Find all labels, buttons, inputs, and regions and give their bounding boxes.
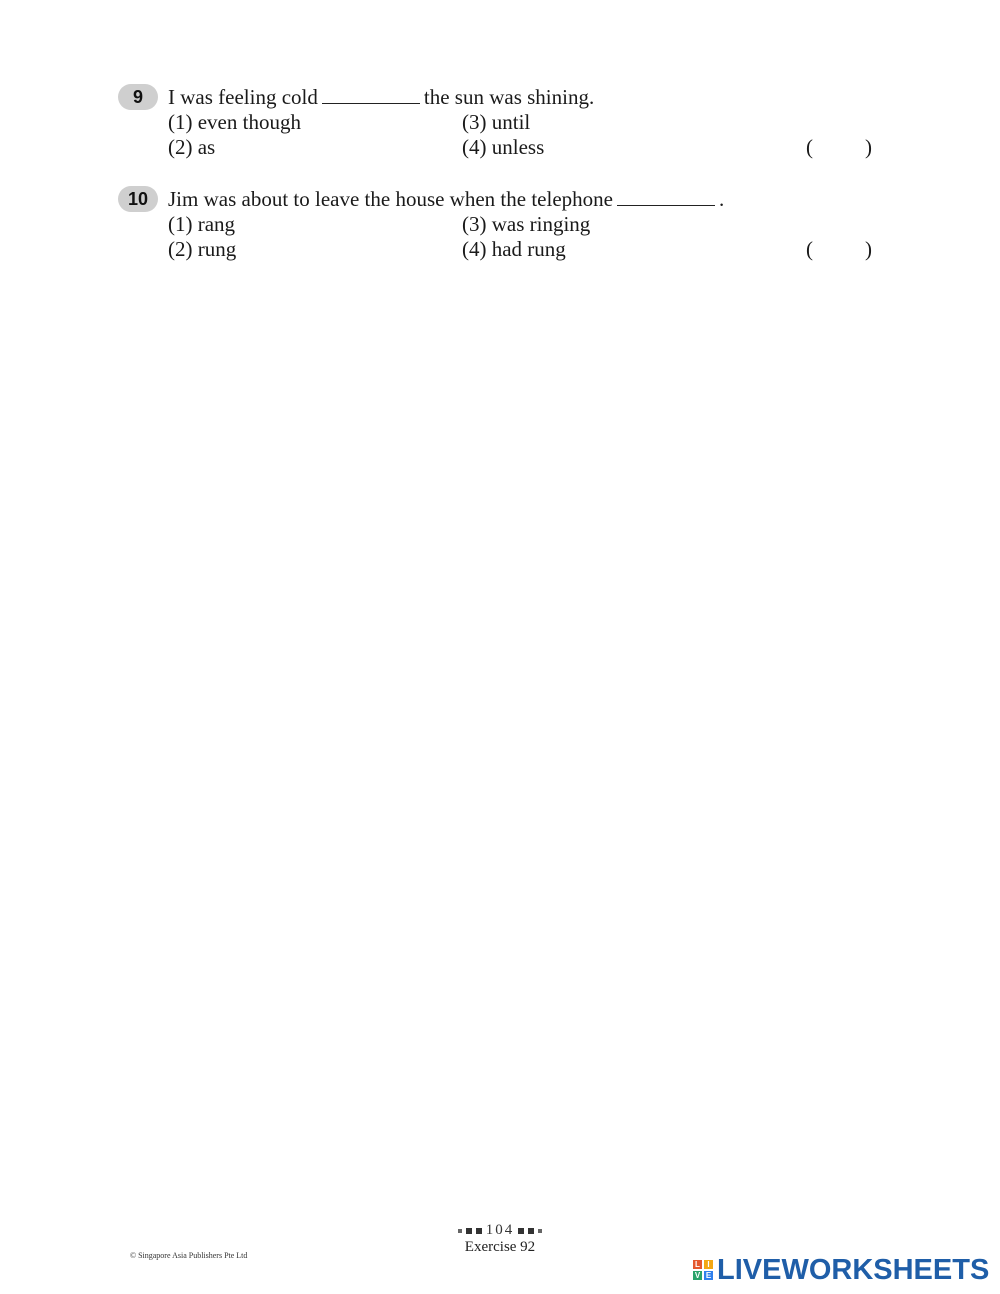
logo-tile: V xyxy=(694,1271,701,1280)
logo-tile: E xyxy=(705,1271,712,1280)
option-2[interactable]: (2) as xyxy=(168,135,216,159)
logo-tile: L xyxy=(693,1260,702,1269)
decor-square xyxy=(528,1228,534,1234)
exercise-label: Exercise 92 xyxy=(464,1239,536,1255)
answer-box-open: ( xyxy=(806,135,813,159)
decor-square xyxy=(458,1229,462,1233)
option-3[interactable]: (3) was ringing xyxy=(462,212,591,236)
decor-square xyxy=(466,1228,472,1234)
answer-blank xyxy=(617,187,715,206)
brand-name: LIVEWORKSHEETS xyxy=(717,1254,990,1286)
option-1[interactable]: (1) rang xyxy=(168,212,236,236)
question-stem xyxy=(168,84,594,110)
page-number xyxy=(0,1222,1000,1239)
stem-before: Jim was about to leave the house when the telephone xyxy=(168,187,613,211)
stem-after: . xyxy=(718,187,725,211)
liveworksheets-logo-icon xyxy=(693,1260,713,1280)
answer-box-close: ) xyxy=(865,237,872,261)
stem-before: I was feeling cold xyxy=(168,85,318,109)
option-4[interactable]: (4) had rung xyxy=(462,237,566,261)
option-1[interactable]: (1) even though xyxy=(168,110,301,134)
question-number-badge: 10 xyxy=(118,186,158,212)
page-number-text: 104 xyxy=(485,1222,515,1238)
question-number-badge: 9 xyxy=(118,84,158,110)
stem-after: the sun was shining. xyxy=(423,85,595,109)
question-stem xyxy=(168,186,724,212)
decor-square xyxy=(476,1228,482,1234)
logo-tile: I xyxy=(704,1260,713,1269)
liveworksheets-brand[interactable] xyxy=(693,1255,989,1285)
option-2[interactable]: (2) rung xyxy=(168,237,237,261)
answer-blank xyxy=(322,85,420,104)
option-3[interactable]: (3) until xyxy=(462,110,531,134)
answer-box-open: ( xyxy=(806,237,813,261)
copyright-notice: © Singapore Asia Publishers Pte Ltd xyxy=(130,1251,248,1260)
answer-box-close: ) xyxy=(865,135,872,159)
decor-square xyxy=(538,1229,542,1233)
decor-square xyxy=(518,1228,524,1234)
option-4[interactable]: (4) unless xyxy=(462,135,545,159)
